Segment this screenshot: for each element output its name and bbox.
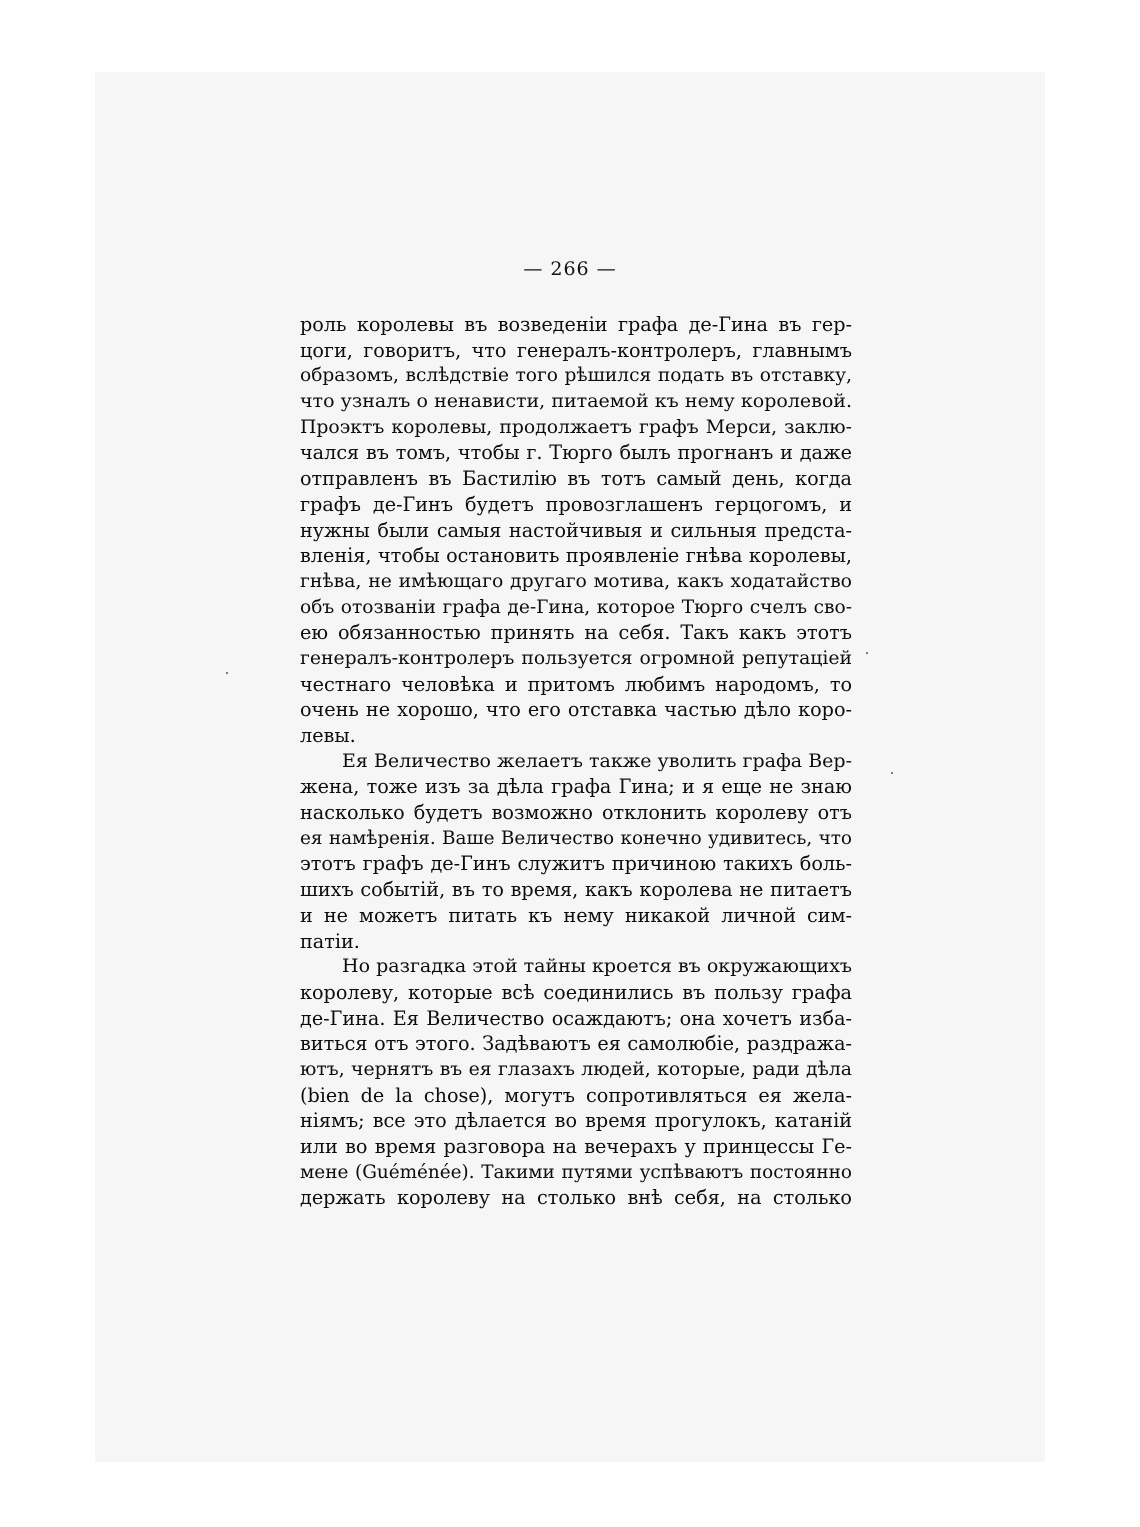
text-line: очень не хорошо, что его отставка частью дѣло коро- — [300, 698, 852, 722]
text-line: Проэктъ королевы, продолжаетъ графъ Мерси, заклю- — [300, 416, 852, 438]
paragraph-2 — [300, 749, 852, 955]
text-line: что узналъ о ненависти, питаемой къ нему королевой. — [300, 390, 852, 413]
text-line: мене (Guéménée). Такими путями успѣваютъ постоянно — [300, 1161, 852, 1183]
paragraph-1 — [300, 312, 852, 749]
text-line: цоги, говоритъ, что генералъ-контролеръ, главнымъ — [300, 338, 852, 362]
text-line: объ отозваніи графа де-Гина, которое Тюрго счелъ сво- — [300, 596, 852, 618]
text-line: королеву, которые всѣ соединились въ пользу графа — [300, 980, 852, 1004]
text-line: и не можетъ питать къ нему никакой личной сим- — [300, 903, 852, 927]
text-line: графъ де-Гинъ будетъ провозглашенъ герцогомъ, и — [300, 492, 852, 516]
body-text — [300, 312, 852, 1211]
text-line: или во время разговора на вечерахъ у принцессы Ге- — [300, 1135, 852, 1158]
text-line: роль королевы въ возведенiи графа де-Гина въ гер- — [300, 313, 852, 336]
text-line: Но разгадка этой тайны кроется въ окружающихъ — [342, 955, 852, 978]
text-line: вленія, чтобы остановить проявленіе гнѣва королевы, — [300, 544, 852, 568]
text-line: шихъ событій, въ то время, какъ королева не питаетъ — [300, 878, 852, 902]
text-line: левы. — [300, 724, 356, 747]
text-line: держать королеву на столько внѣ себя, на столько — [300, 1186, 852, 1210]
text-line: чался въ томъ, чтобы г. Тюрго былъ прогнанъ и даже — [300, 441, 852, 465]
text-line: гнѣва, не имѣющаго другаго мотива, какъ ходатайство — [300, 570, 852, 592]
text-line: насколько будетъ возможно отклонить королеву отъ — [300, 801, 852, 825]
text-line: честнаго человѣка и притомъ любимъ народомъ, то — [300, 672, 852, 696]
text-line: патіи. — [300, 929, 360, 953]
scan-speck — [891, 772, 893, 774]
text-line: ея намѣренія. Ваше Величество конечно удивитесь, что — [300, 827, 852, 849]
text-line: (bien de la chose), могутъ сопротивляться ея жела- — [300, 1083, 852, 1107]
text-line: жена, тоже изъ за дѣла графа Гина; и я еще не знаю — [300, 775, 852, 799]
text-line: ютъ, чернятъ въ ея глазахъ людей, которые, ради дѣла — [300, 1058, 852, 1080]
text-line: этотъ графъ де-Гинъ служитъ причиною такихъ боль- — [300, 852, 852, 876]
text-line: отправленъ въ Бастилію въ тотъ самый день, когда — [300, 467, 852, 491]
page-number: — 266 — — [523, 258, 617, 280]
text-line: виться отъ этого. Задѣваютъ ея самолюбіе, раздража- — [300, 1032, 852, 1056]
text-line: образомъ, вслѣдствіе того рѣшился подать въ отставку, — [300, 365, 852, 387]
text-line: нужны были самыя настойчивыя и сильныя предста- — [300, 518, 852, 542]
text-line: ею обязанностью принять на себя. Такъ какъ этотъ — [300, 621, 852, 645]
text-line: Ея Величество желаетъ также уволить графа Вер- — [342, 749, 852, 772]
paragraph-3 — [300, 954, 852, 1211]
text-line: ніямъ; все это дѣлается во время прогулокъ, катаній — [300, 1109, 852, 1133]
text-line: генералъ-контролеръ пользуется огромной репутаціей — [300, 647, 852, 669]
scan-speck — [866, 652, 868, 654]
scan-speck — [226, 672, 228, 674]
text-line: де-Гина. Ея Величество осаждаютъ; она хочетъ изба- — [300, 1006, 852, 1030]
